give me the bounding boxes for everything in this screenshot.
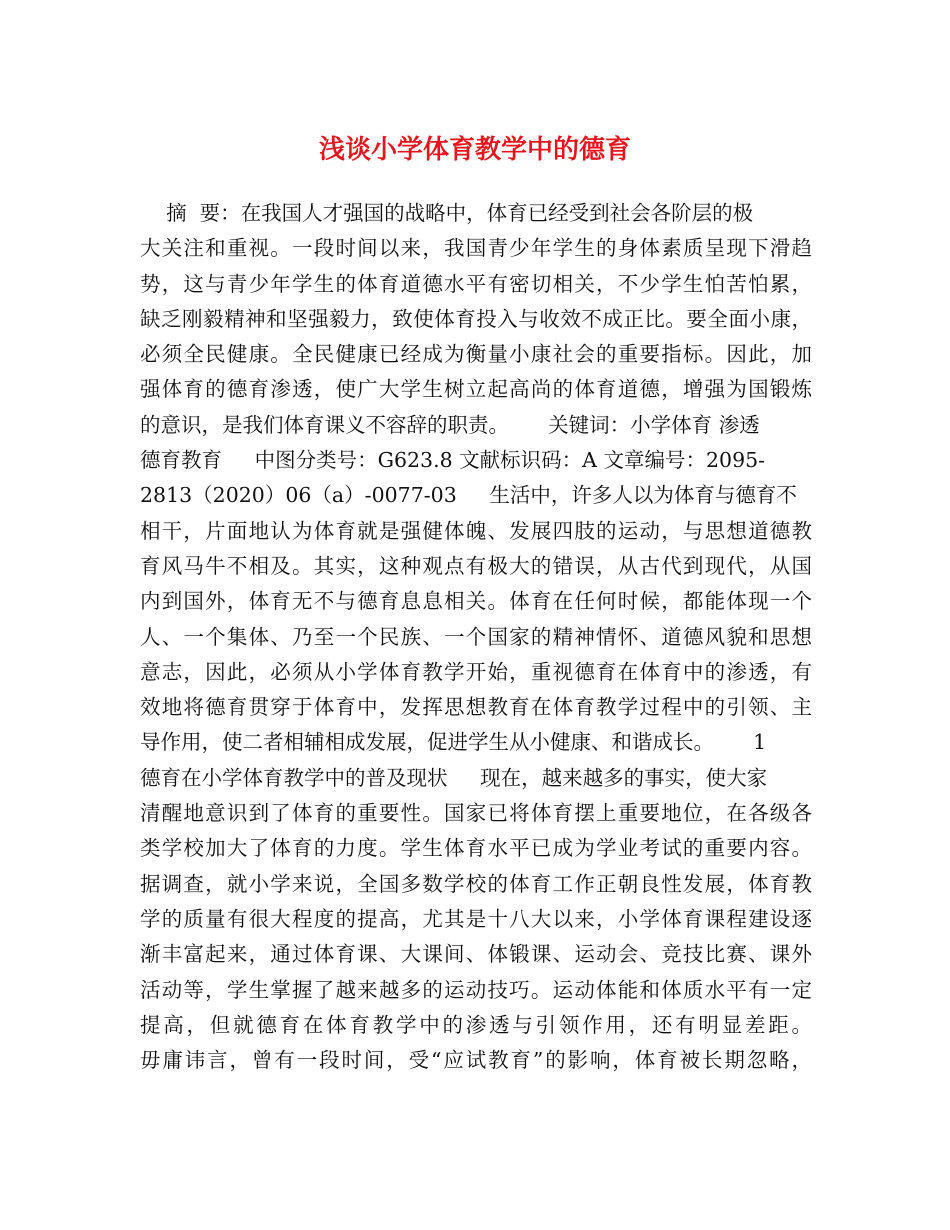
text-line: 人、一个集体、乃至一个民族、一个国家的精神情怀、道德风貌和思想 [140,624,812,649]
text-line: 育风马牛不相及。其实，这种观点有极大的错误，从古代到现代，从国 [140,553,812,578]
text-line: 类学校加大了体育的力度。学生体育水平已成为学业考试的重要内容。 [140,836,812,861]
text-line: 活动等，学生掌握了越来越多的运动技巧。运动体能和体质水平有一定 [140,977,812,1002]
text-line: 提高，但就德育在体育教学中的渗透与引领作用，还有明显差距。 [140,1012,812,1037]
body-text [140,196,812,1078]
text-line: 的意识，是我们体育课义不容辞的职责。 关键词：小学体育 渗透 [140,412,760,437]
text-line: 效地将德育贯穿于体育中，发挥思想教育在体育教学过程中的引领、主 [140,695,812,720]
text-line: 相干，片面地认为体育就是强健体魄、发展四肢的运动，与思想道德教 [140,518,812,543]
text-line: 清醒地意识到了体育的重要性。国家已将体育摆上重要地位，在各级各 [140,801,812,826]
text-line: 学的质量有很大程度的提高，尤其是十八大以来，小学体育课程建设逐 [140,906,812,931]
text-line: 缺乏刚毅精神和坚强毅力，致使体育投入与收效不成正比。要全面小康， [140,306,812,331]
text-line: 势，这与青少年学生的体育道德水平有密切相关，不少学生怕苦怕累， [140,271,812,296]
text-line: 毋庸讳言，曾有一段时间，受“应试教育”的影响，体育被长期忽略， [140,1048,812,1073]
text-line: 德育教育 中图分类号：G623.8 文献标识码：A 文章编号：2095- [140,448,766,473]
text-line: 2813（2020）06（a）-0077-03 生活中，许多人以为体育与德育不 [140,483,797,508]
text-line: 据调查，就小学来说，全国多数学校的体育工作正朝良性发展，体育教 [140,871,812,896]
text-line: 必须全民健康。全民健康已经成为衡量小康社会的重要指标。因此，加 [140,342,812,367]
text-line: 渐丰富起来，通过体育课、大课间、体锻课、运动会、竞技比赛、课外 [140,942,812,967]
text-line: 大关注和重视。一段时间以来，我国青少年学生的身体素质呈现下滑趋 [140,236,812,261]
text-line: 摘 要：在我国人才强国的战略中，体育已经受到社会各阶层的极 [140,201,754,225]
text-line: 强体育的德育渗透，使广大学生树立起高尚的体育道德，增强为国锻炼 [140,377,812,402]
text-line: 意志，因此，必须从小学体育教学开始，重视德育在体育中的渗透，有 [140,659,812,684]
document-title: 浅谈小学体育教学中的德育 [318,135,631,165]
text-line: 德育在小学体育教学中的普及现状 现在，越来越多的事实，使大家 [140,765,768,790]
text-line: 导作用，使二者相辅相成发展，促进学生从小健康、和谐成长。 1 [140,730,767,755]
text-line: 内到国外，体育无不与德育息息相关。体育在任何时候，都能体现一个 [140,589,812,614]
